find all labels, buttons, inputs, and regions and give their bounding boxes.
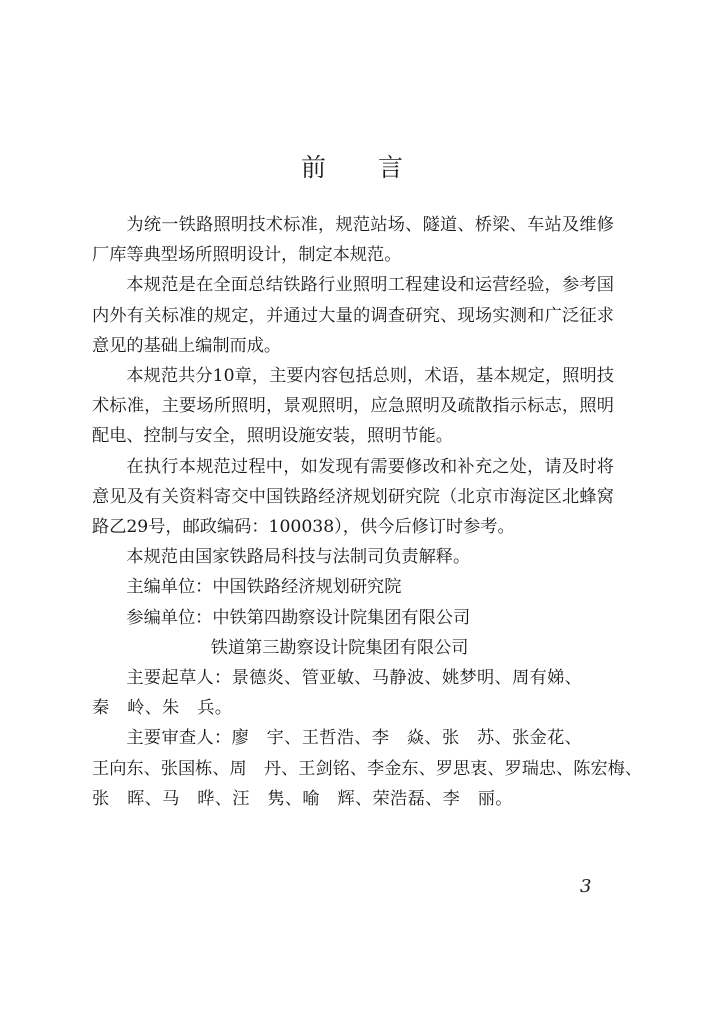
paragraph-purpose: 为统一铁路照明技术标准，规范站场、隧道、桥梁、车站及维修厂库等典型场所照明设计，制定本规范。 [92,215,614,266]
paragraph-feedback: 在执行本规范过程中，如发现有需要修改和补充之处，请及时将意见及有关资料寄交中国铁路经济规划研究院（北京市海淀区北蜂窝路乙29号，邮政编码：100038），供今后修订时参考。 [92,456,614,538]
paragraph-interpretation: 本规范由国家铁路局科技与法制司负责解释。 [126,547,471,568]
reviewers-line-1: 主要审查人：廖 宇、王哲浩、李 焱、张 苏、张金花、 [126,728,583,749]
drafters-line-1: 主要起草人：景德炎、管亚敏、马静波、姚梦明、周有娣、 [126,668,583,689]
page-number: 3 [580,876,592,897]
co-editor-unit-2: 铁道第三勘察设计院集团有限公司 [210,637,469,658]
paragraph-contents: 本规范共分10章，主要内容包括总则，术语，基本规定，照明技术标准，主要场所照明，景观照明，应急照明及疏散指示标志，照明配电、控制与安全，照明设施安装，照明节能。 [92,366,614,447]
paragraph-basis: 本规范是在全面总结铁路行业照明工程建设和运营经验，参考国内外有关标准的规定，并通过大量的调查研究、现场实测和广泛征求意见的基础上编制而成。 [92,275,614,356]
editor-unit: 主编单位：中国铁路经济规划研究院 [126,577,402,598]
preface-body [92,210,643,814]
page-title: 前言 [300,153,455,182]
co-editor-unit-1: 参编单位：中铁第四勘察设计院集团有限公司 [126,607,471,628]
reviewers-line-2: 王向东、张国栋、周 丹、王剑铭、李金东、罗思衷、罗瑞忠、陈宏梅、 [92,758,643,779]
drafters-line-2: 秦 岭、朱 兵。 [92,698,233,719]
reviewers-line-3: 张 晖、马 晔、汪 隽、喻 辉、荣浩磊、李 丽。 [92,788,513,809]
